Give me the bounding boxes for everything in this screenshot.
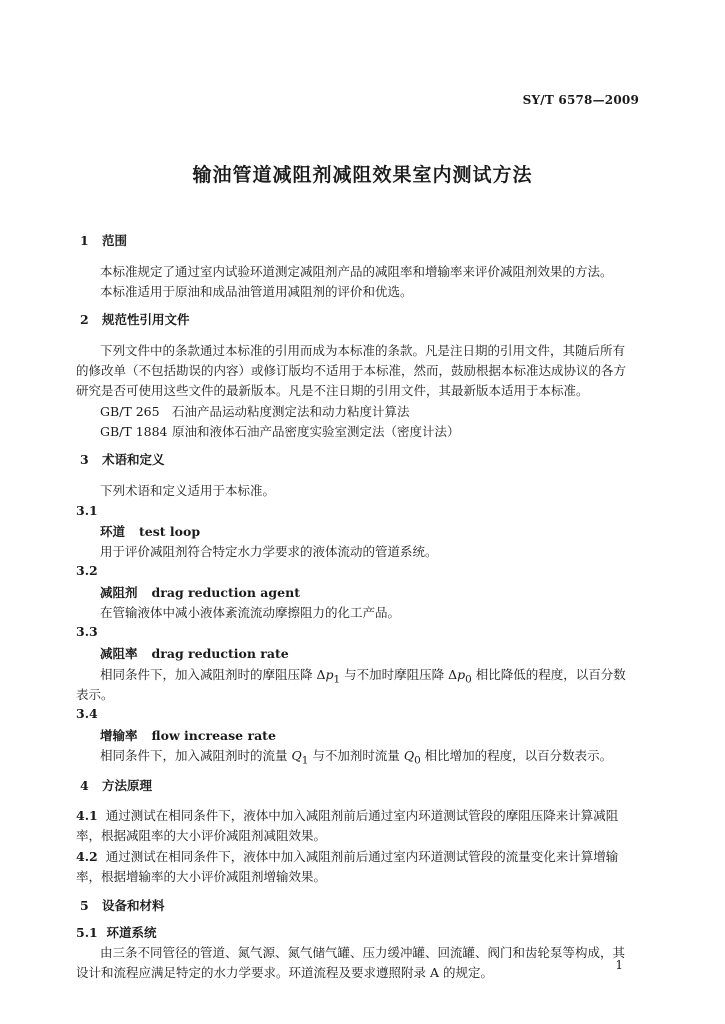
definition-text: 与不加时摩阻压降 Δ <box>340 667 458 682</box>
definition-text: 相同条件下，加入减阻剂时的摩阻压降 Δ <box>100 667 326 682</box>
term-zh: 减阻剂 <box>100 585 138 600</box>
term-zh: 环道 <box>100 524 126 539</box>
symbol-subscript: 0 <box>414 754 421 767</box>
subsection-title: 环道系统 <box>106 925 157 940</box>
subsection-5-1-heading <box>76 923 156 941</box>
definition-text: 相比增加的程度，以百分数表示。 <box>420 748 613 763</box>
section-1-heading <box>80 231 127 249</box>
standard-number: SY/T 6578—2009 <box>522 93 639 107</box>
clause-number: 4.1 <box>76 808 98 823</box>
term-number: 3.4 <box>76 706 98 721</box>
section-title: 方法原理 <box>102 778 153 793</box>
reference-item <box>100 422 460 440</box>
clause-text: 通过测试在相同条件下，液体中加入减阻剂前后通过室内环道测试管段的摩阻压降来计算减阻 <box>105 808 619 823</box>
symbol-subscript: 1 <box>333 673 341 686</box>
term-heading <box>100 583 300 601</box>
clause-text: 通过测试在相同条件下，液体中加入减阻剂前后通过室内环道测试管段的流量变化来计算增输 <box>105 849 619 864</box>
reference-item <box>100 402 410 420</box>
symbol-q: Q <box>291 748 302 763</box>
section-3-heading <box>80 450 165 468</box>
term-number: 3.1 <box>76 503 98 518</box>
term-en: flow increase rate <box>151 728 276 743</box>
paragraph-line: 由三条不同管径的管道、氮气源、氮气储气罐、压力缓冲罐、回流罐、阀门和齿轮泵等构成，其 <box>100 945 626 960</box>
term-en: drag reduction rate <box>151 646 289 661</box>
paragraph-line: 研究是否可使用这些文件的最新版本。凡是不注日期的引用文件，其最新版本适用于本标准。 <box>76 383 589 398</box>
term-zh: 增输率 <box>100 728 138 743</box>
section-number: 3 <box>80 452 89 467</box>
symbol-subscript: 1 <box>301 754 309 767</box>
section-2-heading <box>80 310 190 328</box>
definition-text: 相同条件下，加入减阻剂时的流量 <box>100 748 292 763</box>
symbol-p: p <box>457 667 466 682</box>
term-zh: 减阻率 <box>100 646 138 661</box>
term-number: 3.2 <box>76 563 98 578</box>
reference-code: GB/T 265 <box>100 404 160 419</box>
paragraph-line: 下列文件中的条款通过本标准的引用而成为本标准的条款。凡是注日期的引用文件，其随后所有 <box>100 343 626 358</box>
subsection-number: 5.1 <box>76 925 98 940</box>
clause-4-1-line <box>76 806 618 824</box>
section-title: 范围 <box>102 233 128 248</box>
term-definition: 用于评价减阻剂符合特定水力学要求的液体流动的管道系统。 <box>100 544 438 559</box>
section-number: 5 <box>80 898 89 913</box>
term-definition: 在管输液体中减小液体紊流流动摩擦阻力的化工产品。 <box>100 605 401 620</box>
paragraph: 本标准规定了通过室内试验环道测定减阻剂产品的减阻率和增输率来评价减阻剂效果的方法。 <box>100 264 613 279</box>
symbol-p: p <box>325 667 334 682</box>
section-title: 规范性引用文件 <box>102 312 190 327</box>
section-4-heading <box>80 776 152 794</box>
paragraph-line: 设计和流程应满足特定的水力学要求。环道流程及要求遵照附录 A 的规定。 <box>76 965 493 980</box>
page-number: 1 <box>615 958 623 972</box>
section-title: 设备和材料 <box>102 898 165 913</box>
paragraph-line: 的修改单（不包括勘误的内容）或修订版均不适用于本标准，然而，鼓励根据本标准达成协议的各方 <box>76 363 627 378</box>
reference-code: GB/T 1884 <box>100 424 168 439</box>
clause-4-1-line: 率，根据减阻率的大小评价减阻剂减阻效果。 <box>76 828 327 843</box>
symbol-q: Q <box>403 748 415 763</box>
section-5-heading <box>80 896 165 914</box>
term-number: 3.3 <box>76 624 98 639</box>
section-title: 术语和定义 <box>102 452 165 467</box>
paragraph: 本标准适用于原油和成品油管道用减阻剂的评价和优选。 <box>100 284 413 299</box>
symbol-subscript: 0 <box>465 673 472 686</box>
clause-4-2-line <box>76 847 618 865</box>
section-number: 1 <box>80 233 89 248</box>
term-heading <box>100 644 289 662</box>
term-definition-line <box>100 665 626 686</box>
term-en: test loop <box>139 524 201 539</box>
term-definition <box>100 746 612 767</box>
section-number: 2 <box>80 312 89 327</box>
paragraph: 下列术语和定义适用于本标准。 <box>100 483 276 498</box>
clause-number: 4.2 <box>76 849 98 864</box>
document-title: 输油管道减阻剂减阻效果室内测试方法 <box>192 164 533 186</box>
clause-4-2-line: 率，根据增输率的大小评价减阻剂增输效果。 <box>76 869 327 884</box>
definition-text: 相比降低的程度，以百分数 <box>471 667 626 682</box>
term-en: drag reduction agent <box>151 585 300 600</box>
term-definition-line: 表示。 <box>76 687 114 702</box>
definition-text: 与不加剂时流量 <box>308 748 404 763</box>
reference-title: 石油产品运动粘度测定法和动力粘度计算法 <box>172 404 410 419</box>
term-heading <box>100 726 276 744</box>
term-heading <box>100 522 200 540</box>
section-number: 4 <box>80 778 89 793</box>
reference-title: 原油和液体石油产品密度实验室测定法（密度计法） <box>172 424 460 439</box>
